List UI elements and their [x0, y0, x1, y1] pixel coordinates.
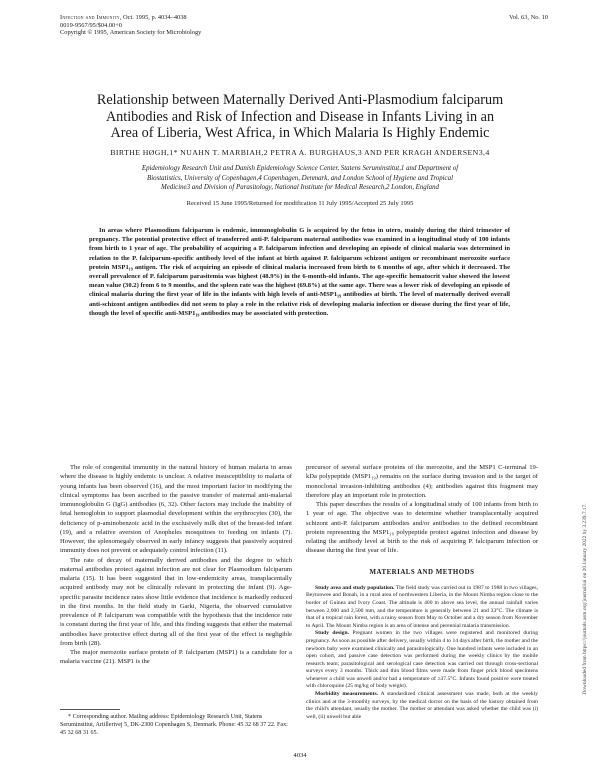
methods-paragraph: Study design. Pregnant women in the two villages were registered and monitored during pregnancy. As soon as possible after delivery, usually within 4 to 14 days after birth, the mother and the newborn baby were examined clinically and parasitologically. One hundred infants were included in an open cohort, and passive case detection was performed during the weekly clinics by the mobile research team; parasitological and serological case detection was carried out through cross-sectional surveys every 3 months. Thick and thin blood films were made from finger prick blood specimens whenever a child was unwell and/or had a temperature of ≥37.5°C. Infants found positive were treated with chloroquine (25 mg/kg of body weight).	[306, 630, 538, 690]
corresponding-author: * Corresponding author. Mailing address: Epidemiology Research Unit, Statens Seruminstitut, Artillerivej 5, DK-2300 Copenhagen S, Denmark. Phone: 45 32 68 37 22. Fax: 45 32 68 31 65.	[60, 714, 288, 737]
affiliation-line: Biostatistics, University of Copenhagen,4 Copenhagen, Denmark, and London School of Hygiene and Tropical	[147, 174, 453, 182]
title-line: Area of Liberia, West Africa, in Which Malaria Is Highly Endemic	[110, 125, 490, 142]
body-paragraph: precursor of several surface proteins of the merozoite, and the MSP1 C-terminal 19-kDa polypeptide (MSP1₁₉) remains on the surface during invasion and is the target of monoclonal invasion-inhibiting antibodies (4); antibodies against this fragment may therefore play an important role in protection.	[306, 464, 538, 499]
body-paragraph: This paper describes the results of a longitudinal study of 100 infants from birth to 1 year of age. The objective was to determine whether transplacentally acquired schizont anti-P. falciparum antibodies and/or antibodies to the defined recombinant protein representing the MSP1₁₉ polypeptide protect against infection and disease by relating the antibody level at birth to the risk of acquiring P. falciparum infection or disease during the first year of life.	[306, 501, 538, 555]
affiliations	[70, 164, 530, 193]
affiliation-line: Epidemiology Research Unit and Danish Epidemiology Science Center, Statens Seruminstitut,1 and Department of	[141, 165, 459, 172]
issn: 0019-9567/95/$04.00+0	[60, 21, 123, 29]
volume-number: Vol. 63, No. 10	[509, 14, 548, 21]
methods-paragraph: Study area and study population. The field study was carried out in 1987 to 1988 in two villages, Beytonwee and Bonah, in a rural area of northwestern Liberia, in the Mount Nimba region close to the border of Guinea and Ivory Coast. The altitude is 400 m above sea level, the annual rainfall varies between 2,000 and 2,500 mm, and the temperature is generally between 21 and 33°C. The climate is that of a tropical rain forest, with a rainy season from May to October and a dry season from November to April. The Mount Nimba region is an area of intense and perennial malaria transmission.	[306, 584, 538, 629]
copyright: Copyright © 1995, American Society for Microbiology	[60, 29, 202, 37]
body-column-right	[306, 463, 538, 721]
methods-text	[306, 585, 538, 722]
running-header-left	[60, 14, 201, 37]
abstract: In areas where Plasmodium falciparum is endemic, immunoglobulin G is acquired by the fetus in utero, mainly during the third trimester of pregnancy. The potential protective effect of transferred anti-P. falciparum maternal antibodies was examined in a longitudinal study of 100 infants from birth to 1 year of age. The probability of acquiring a P. falciparum infection and developing an episode of clinical malaria was determined in relation to the P. falciparum-specific antibody level of the infant at birth against P. falciparum schizont antigen or recombinant merozoite surface protein MSP1₁₉ antigen. The risk of acquiring an episode of clinical malaria increased from birth to 6 months of age, after which it decreased. The overall prevalence of P. falciparum parasitemia was highest (48.9%) in the 6-month-old infants. The age-specific hematocrit value showed the lowest mean value (30.2) from 6 to 9 months, and the spleen rate was the highest (69.8%) at the same age. There was a lower risk of developing an episode of clinical malaria during the first year of life in the infants with high levels of anti-MSP1₁₉ antibodies at birth. The level of maternally derived overall anti-schizont antigen antibodies did not seem to play a role in the relative risk of developing malaria infection or disease during the first year of life, though the level of specific anti-MSP1₁₉ antibodies may be associated with protection.	[89, 227, 510, 317]
run-in-heading: Morbidity measurements.	[315, 691, 379, 698]
methods-paragraph: Morbidity measurements. A standardized clinical assessment was made, both at the weekly clinics and at the 3-monthly surveys, by the medical doctor on the basis of the history obtained from the child's attendant, usually the mother. The mother or attendant was asked whether the child was (i) well, (ii) unwell but able	[306, 691, 539, 720]
title-line: Antibodies and Risk of Infection and Disease in Infants Living in an	[105, 108, 495, 125]
download-note: Downloaded from https://journals.asm.org/journal/iai on 20 January 2022 by 3.239.7.17.	[582, 503, 588, 695]
affiliation-line: Medicine3 and Division of Parasitology, National Institute for Medical Research,2 London, England	[160, 184, 440, 192]
issue-date-pages: , Oct. 1995, p. 4034–4038	[119, 14, 187, 21]
section-heading: MATERIALS AND METHODS	[369, 568, 475, 576]
footnote-divider	[60, 709, 120, 710]
run-in-heading: Study design.	[315, 630, 349, 637]
journal-name: Infection and Immunity	[60, 14, 120, 21]
article-title	[55, 92, 545, 142]
body-paragraph: The role of congenital immunity in the natural history of human malaria in areas where the disease is highly endemic is unclear. A relative insusceptibility to malaria of young infants has been observed (16), and the most important factor in modifying the clinical symptoms has been ascribed to the passive transfer of maternal anti-malarial immunoglobulin G (IgG) antibodies (6, 32). Other factors may include the inability of fetal hemoglobin to support plasmodial development within the erythrocytes (30), the deficiency of p-aminobenzoic acid in the exclusively milk diet of the breast-fed infant (19), and a relative aversion of Anopheles mosquitoes to feeding on infants (7). However, the splenomegaly observed in early infancy suggests that passively acquired immunity does not prevent or adequately control infection (11).	[60, 464, 292, 555]
footnote	[60, 713, 292, 737]
body-column-left	[60, 463, 292, 667]
author-list: BIRTHE HØGH,1* NUAHN T. MARBIAH,2 PETRA A. BURGHAUS,3 AND PER KRAGH ANDERSEN3,4	[110, 148, 490, 157]
download-watermark	[580, 448, 590, 758]
title-line: Relationship between Maternally Derived Anti-Plasmodium falciparum	[96, 92, 504, 108]
page-number: 4034	[293, 752, 307, 759]
body-paragraph: The rate of decay of maternally derived antibodies and the degree to which maternal antibodies protect against infection are not clear for Plasmodium falciparum malaria (15). It has been suggested that in low-endemicity areas, transplacentally acquired antibody may not be clinically relevant in protecting the infant (9). Age-specific parasite incidence rates show little evidence that incidence is markedly reduced in the first months. In the field study in Garki, Nigeria, the observed cumulative prevalence of P. falciparum was compatible with the hypothesis that the incidence rate is constant during the first year of life, and this finding suggests that either the maternal antibodies have protective effect during all of the first year of the effect is negligible from birth (28).	[60, 556, 292, 647]
run-in-heading: Study area and study population.	[315, 584, 395, 591]
received-dates: Received 15 June 1995/Returned for modification 11 July 1995/Accepted 25 July 1995	[186, 200, 414, 207]
body-paragraph: The major merozoite surface protein of P. falciparum (MSP1) is a candidate for a malaria vaccine (21). MSP1 is the	[60, 649, 292, 666]
